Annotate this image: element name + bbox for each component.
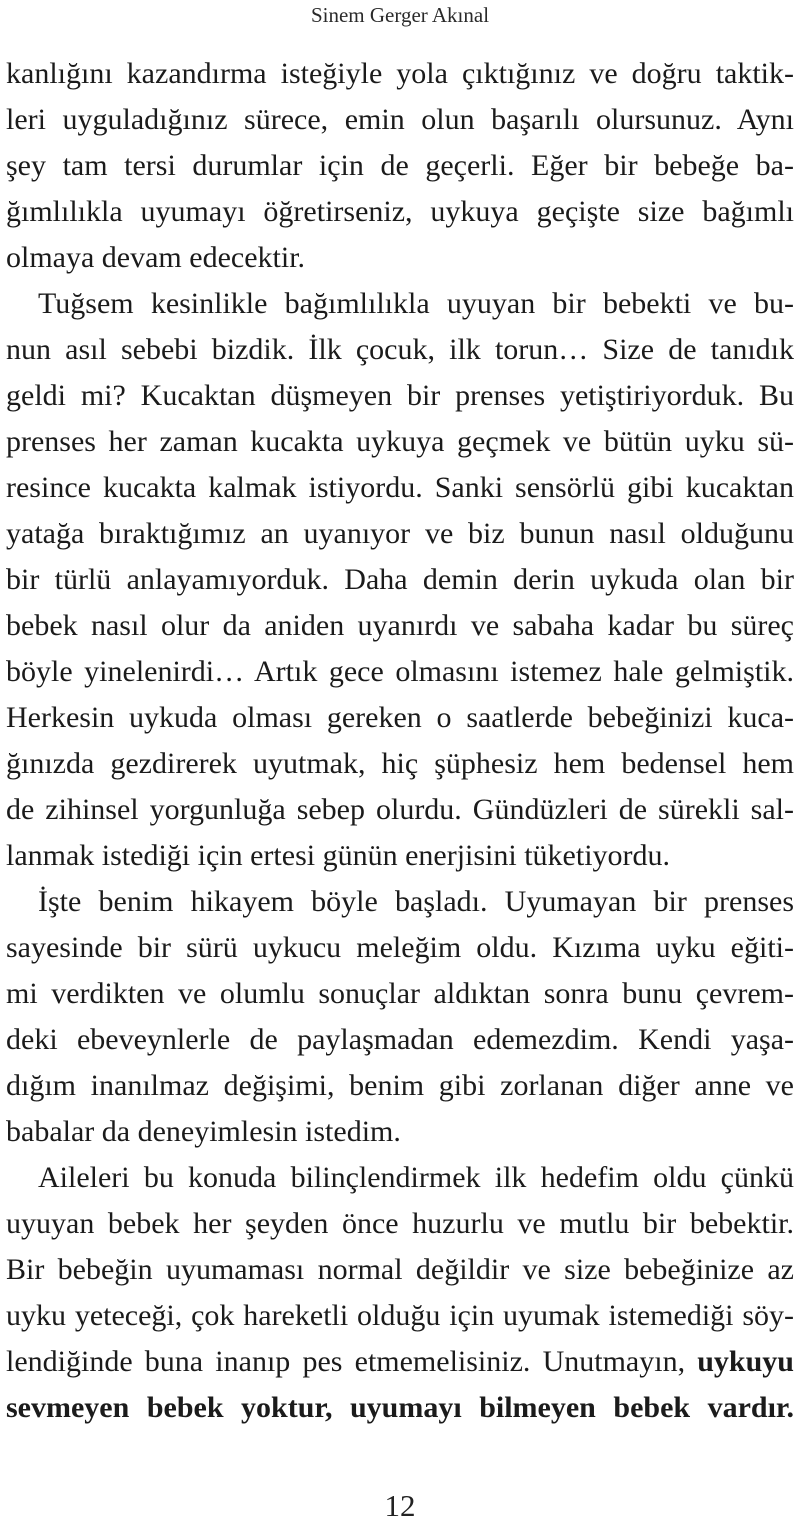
text-segment: bir türlü anlayamıyorduk. Daha demin derin uykuda olan bir (6, 563, 794, 596)
bold-text-segment: sevmeyen bebek yoktur, uyumayı bilmeyen bebek vardır. (6, 1391, 794, 1424)
text-line (6, 373, 794, 419)
text-segment: Tuğsem kesinlikle bağımlılıkla uyuyan bir bebekti ve bu- (38, 287, 794, 320)
text-line (6, 1339, 794, 1385)
text-segment: yatağa bıraktığımız an uyanıyor ve biz bunun nasıl olduğunu (6, 517, 794, 550)
text-line (6, 511, 794, 557)
text-segment: lendiğinde buna inanıp pes etmemelisiniz. Unutmayın, (6, 1345, 698, 1378)
text-line (6, 1247, 794, 1293)
text-line (6, 1385, 794, 1431)
text-segment: şey tam tersi durumlar için de geçerli. Eğer bir bebeğe ba- (6, 149, 794, 182)
text-segment: mi verdikten ve olumlu sonuçlar aldıktan sonra bunu çevrem- (6, 977, 794, 1010)
text-line (6, 327, 794, 373)
text-line (6, 1017, 794, 1063)
text-segment: Herkesin uykuda olması gereken o saatlerde bebeğinizi kuca- (6, 701, 794, 734)
text-segment: deki ebeveynlerle de paylaşmadan edemezdim. Kendi yaşa- (6, 1023, 794, 1056)
text-line (6, 97, 794, 143)
text-line (6, 189, 794, 235)
text-segment: Aileleri bu konuda bilinçlendirmek ilk hedefim oldu çünkü (38, 1161, 794, 1194)
text-segment: dığım inanılmaz değişimi, benim gibi zorlanan diğer anne ve (6, 1069, 794, 1102)
text-segment: olmaya devam edecektir. (6, 241, 306, 274)
text-segment: uyuyan bebek her şeyden önce huzurlu ve mutlu bir bebektir. (6, 1207, 794, 1240)
text-segment: kanlığını kazandırma isteğiyle yola çıktığınız ve doğru taktik- (6, 57, 794, 90)
text-line (6, 465, 794, 511)
body-text (0, 51, 800, 1431)
text-line (6, 143, 794, 189)
running-header: Sinem Gerger Akınal (310, 3, 490, 27)
text-line (6, 833, 794, 879)
text-line (6, 1155, 794, 1201)
text-line (6, 51, 794, 97)
text-segment: prenses her zaman kucakta uykuya geçmek ve bütün uyku sü- (6, 425, 794, 458)
text-line (6, 925, 794, 971)
text-segment: bebek nasıl olur da aniden uyanırdı ve sabaha kadar bu süreç (6, 609, 794, 642)
text-line (6, 1201, 794, 1247)
text-segment: de zihinsel yorgunluğa sebep olurdu. Gündüzleri de sürekli sal- (6, 793, 794, 826)
text-line (6, 281, 794, 327)
text-line (6, 879, 794, 925)
text-line (6, 1109, 794, 1155)
text-segment: uyku yeteceği, çok hareketli olduğu için uyumak istemediği söy- (6, 1299, 794, 1332)
text-line (6, 649, 794, 695)
text-segment: İşte benim hikayem böyle başladı. Uyumayan bir prenses (38, 885, 794, 918)
text-line (6, 971, 794, 1017)
text-line (6, 695, 794, 741)
text-segment: lanmak istediği için ertesi günün enerjisini tüketiyordu. (6, 839, 671, 872)
text-line (6, 787, 794, 833)
text-segment: resince kucakta kalmak istiyordu. Sanki sensörlü gibi kucaktan (6, 471, 794, 504)
text-segment: babalar da deneyimlesin istedim. (6, 1115, 401, 1148)
text-line (6, 603, 794, 649)
text-segment: leri uyguladığınız sürece, emin olun başarılı olursunuz. Aynı (6, 103, 794, 136)
text-segment: geldi mi? Kucaktan düşmeyen bir prenses yetiştiriyorduk. Bu (6, 379, 794, 412)
text-line (6, 419, 794, 465)
text-line (6, 741, 794, 787)
text-segment: ğınızda gezdirerek uyutmak, hiç şüphesiz hem bedensel hem (6, 747, 794, 780)
text-line (6, 557, 794, 603)
bold-text-segment: uykuyu (697, 1345, 794, 1378)
text-segment: Bir bebeğin uyumaması normal değildir ve size bebeğinize az (6, 1253, 794, 1286)
text-line (6, 235, 794, 281)
text-segment: böyle yinelenirdi… Artık gece olmasını istemez hale gelmiştik. (6, 655, 794, 688)
page-number: 12 (384, 1488, 416, 1523)
text-segment: nun asıl sebebi bizdik. İlk çocuk, ilk torun… Size de tanıdık (6, 333, 794, 366)
text-segment: ğımlılıkla uyumayı öğretirseniz, uykuya geçişte size bağımlı (6, 195, 794, 228)
text-line (6, 1293, 794, 1339)
text-line (6, 1063, 794, 1109)
text-segment: sayesinde bir sürü uykucu meleğim oldu. Kızıma uyku eğiti- (6, 931, 794, 964)
